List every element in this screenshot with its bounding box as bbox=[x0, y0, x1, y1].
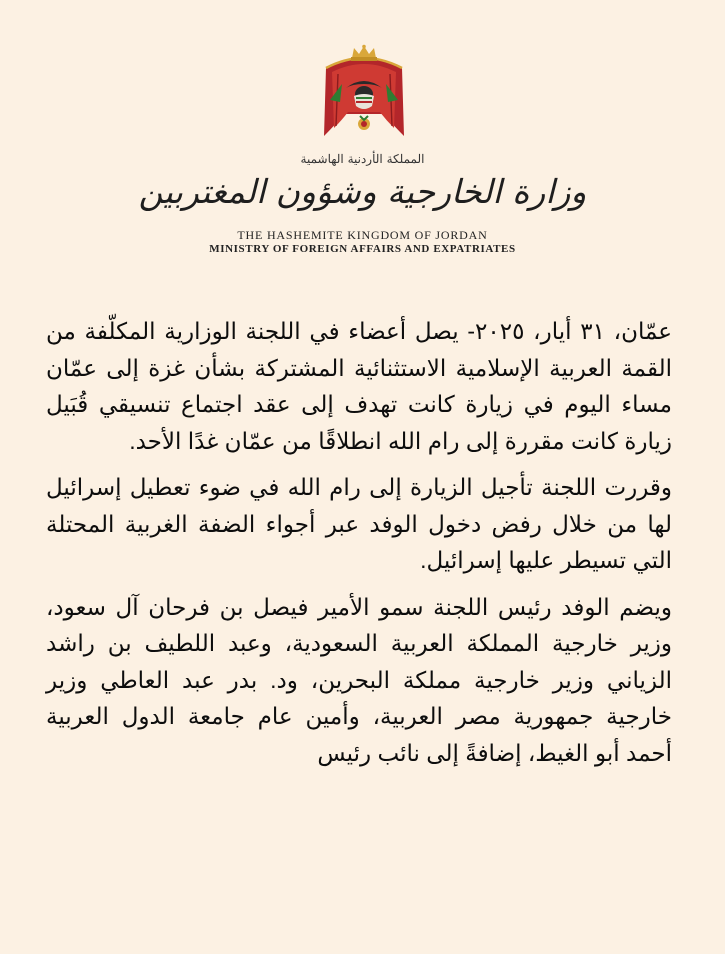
ministry-english-name: MINISTRY OF FOREIGN AFFAIRS AND EXPATRIATES bbox=[209, 243, 516, 255]
paragraph: ويضم الوفد رئيس اللجنة سمو الأمير فيصل بن فرحان آل سعود، وزير خارجية المملكة العربية السعودية، وعبد اللطيف بن راشد الزياني وزير خارجية مملكة البحرين، ود. بدر عبد العاطي وزير خارجية جمهورية مصر العربية، وأمين عام جامعة الدول العربية أحمد أبو الغيط، إضافةً إلى نائب رئيس bbox=[46, 593, 672, 766]
coat-of-arms-icon bbox=[318, 44, 410, 148]
paragraph: وقررت اللجنة تأجيل الزيارة إلى رام الله في ضوء تعطيل إسرائيل لها من خلال رفض دخول الوفد عبر أجواء الضفة الغربية المحتلة التي تسيطر عليها إسرائيل. bbox=[46, 474, 672, 573]
letterhead bbox=[0, 0, 725, 300]
press-release-body bbox=[46, 313, 672, 781]
paragraph: عمّان، ٣١ أيار، ٢٠٢٥- يصل أعضاء في اللجنة الوزارية المكلّفة من القمة العربية الإسلامية الاستثنائية المشتركة بشأن غزة إلى عمّان مساء اليوم في زيارة كانت تهدف إلى عقد اجتماع تنسيقي قُبَيل زيارة كانت مقررة إلى رام الله انطلاقًا من عمّان غدًا الأحد. bbox=[46, 318, 672, 454]
kingdom-english-name: THE HASHEMITE KINGDOM OF JORDAN bbox=[237, 228, 488, 242]
ministry-arabic-name: وزارة الخارجية وشؤون المغتربين bbox=[138, 172, 587, 211]
kingdom-arabic-name: المملكة الأردنية الهاشمية bbox=[300, 152, 425, 166]
